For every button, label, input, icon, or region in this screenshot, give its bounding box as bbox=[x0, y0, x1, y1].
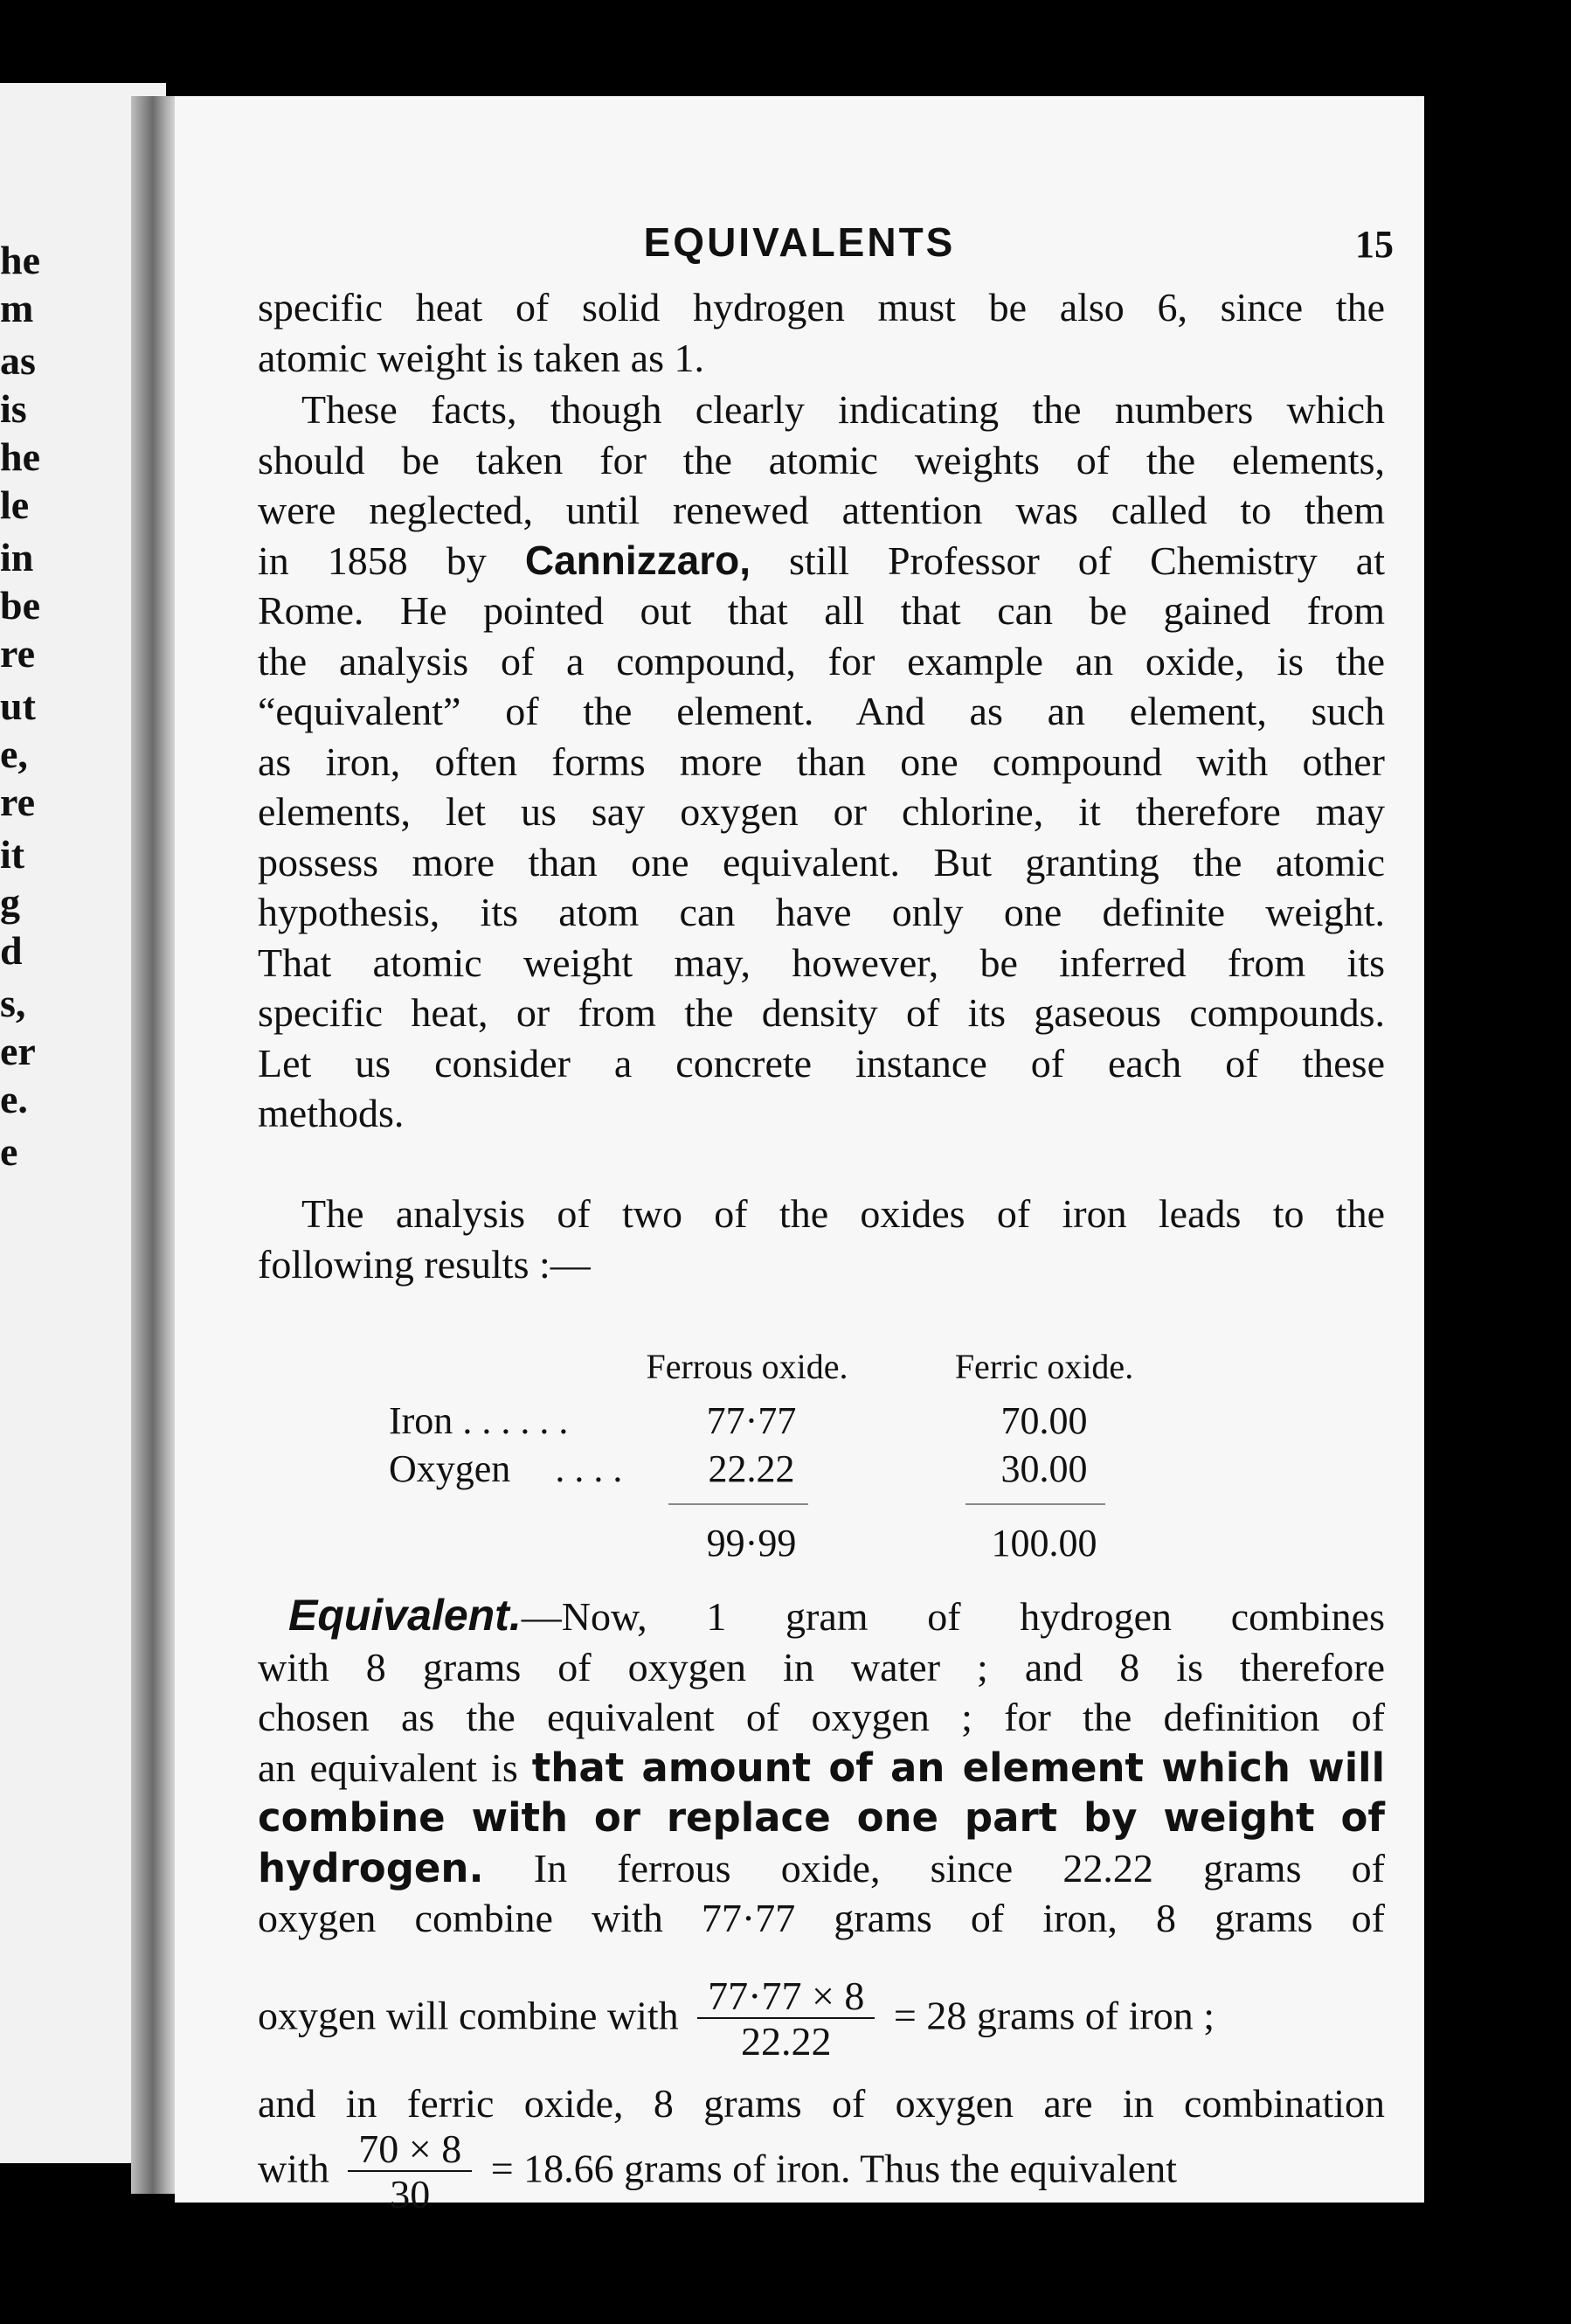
fraction bbox=[697, 1975, 875, 2064]
person-name: Cannizzaro, bbox=[524, 537, 751, 583]
text-line: The analysis of two of the oxides of iron leads to the bbox=[301, 1191, 1385, 1236]
left-page-fragment: e, bbox=[0, 732, 28, 776]
equivalent-section bbox=[258, 1591, 1385, 1944]
left-page-fragment: ut bbox=[0, 683, 36, 728]
oxide-analysis-table bbox=[389, 1346, 1245, 1573]
left-page-fragment: he bbox=[0, 238, 40, 282]
column-header-ferrous: Ferrous oxide. bbox=[646, 1347, 848, 1386]
leader-dots: . . . . bbox=[555, 1447, 623, 1490]
left-page-fragment: re bbox=[0, 631, 36, 676]
text-run: = 28 grams of iron ; bbox=[893, 1993, 1215, 2038]
text-line: methods. bbox=[258, 1091, 405, 1135]
text-line bbox=[258, 1743, 1385, 1793]
text-line: possess more than one equivalent. But granting the atomic bbox=[258, 839, 1385, 885]
text-line: the analysis of a compound, for example an oxide, is the bbox=[258, 638, 1385, 683]
left-page-fragment: g bbox=[0, 880, 20, 925]
text-line: oxygen combine with 77·77 grams of iron, 8 grams of bbox=[258, 1896, 1385, 1940]
text-line: with 8 grams of oxygen in water ; and 8 is therefore bbox=[258, 1644, 1385, 1689]
page-number: 15 bbox=[1355, 223, 1394, 266]
table-total: 99·99 bbox=[706, 1522, 797, 1564]
left-page-fragment: le bbox=[0, 482, 30, 527]
text-run: In ferrous oxide, since 22.22 grams of bbox=[533, 1845, 1385, 1890]
text-line: “equivalent” of the element. And as an element, such bbox=[258, 689, 1385, 733]
text-line: Let us consider a concrete instance of each of these bbox=[258, 1040, 1385, 1086]
text-line bbox=[258, 536, 1385, 586]
left-page-fragment: e. bbox=[0, 1077, 28, 1121]
text-line: following results :— bbox=[258, 1241, 591, 1287]
text-line: specific heat of solid hydrogen must be also 6, since the bbox=[258, 285, 1385, 330]
paragraph-2 bbox=[258, 385, 1385, 1139]
left-page-fragment: s, bbox=[0, 981, 26, 1025]
left-page-fragment: e bbox=[0, 1129, 18, 1174]
definition-text: combine with or replace one part by weight of bbox=[258, 1794, 1385, 1841]
book-spine bbox=[131, 96, 179, 2194]
paragraph-1 bbox=[258, 282, 1385, 383]
text-line: elements, let us say oxygen or chlorine, it therefore may bbox=[258, 789, 1385, 834]
left-page-fragment: m bbox=[0, 286, 34, 330]
text-run: = 18.66 grams of iron. Thus the equivalent bbox=[490, 2146, 1177, 2191]
text-run: still Professor of Chemistry at bbox=[789, 538, 1386, 583]
table-cell: 70.00 bbox=[1000, 1399, 1088, 1442]
text-line: hypothesis, its atom can have only one definite weight. bbox=[258, 890, 1385, 934]
text-line: should be taken for the atomic weights of the elements, bbox=[258, 437, 1385, 482]
formula-line-1 bbox=[258, 1975, 1385, 2064]
fraction-numerator: 70 × 8 bbox=[348, 2128, 472, 2172]
text-line bbox=[258, 1843, 1385, 1894]
text-run: with bbox=[258, 2146, 329, 2191]
text-line: atomic weight is taken as 1. bbox=[258, 335, 704, 380]
row-label-iron: Iron bbox=[389, 1399, 453, 1442]
text-line: Rome. He pointed out that all that can be gained from bbox=[258, 588, 1385, 633]
text-line: That atomic weight may, however, be inferred from its bbox=[258, 940, 1385, 985]
table-total: 100.00 bbox=[991, 1522, 1097, 1564]
table-row-label bbox=[389, 1398, 568, 1443]
table-cell: 30.00 bbox=[1000, 1447, 1088, 1490]
definition-text: hydrogen. bbox=[258, 1844, 484, 1891]
text-line: and in ferric oxide, 8 grams of oxygen are in combination bbox=[258, 2081, 1385, 2126]
left-page-fragment: re bbox=[0, 780, 36, 824]
text-line: specific heat, or from the density of its gaseous compounds. bbox=[258, 990, 1385, 1035]
text-run: —Now, 1 gram of hydrogen combines bbox=[521, 1594, 1385, 1639]
text-line: chosen as the equivalent of oxygen ; for the definition of bbox=[258, 1695, 1385, 1739]
running-head: EQUIVALENTS bbox=[643, 219, 956, 265]
left-page-fragment: d bbox=[0, 928, 23, 973]
text-line: These facts, though clearly indicating the numbers which bbox=[301, 387, 1385, 432]
paragraph-3 bbox=[258, 1189, 1385, 1289]
left-page-fragment: in bbox=[0, 535, 34, 579]
fraction bbox=[348, 2128, 472, 2217]
row-label-oxygen: Oxygen bbox=[389, 1447, 511, 1490]
fraction-denominator: 30 bbox=[390, 2172, 431, 2216]
sum-rule bbox=[965, 1503, 1105, 1505]
text-line: were neglected, until renewed attention was called to them bbox=[258, 488, 1385, 532]
left-page-fragment: as bbox=[0, 338, 36, 383]
leader-dots: . . . . . . bbox=[462, 1399, 569, 1442]
text-line: as iron, often forms more than one compound with other bbox=[258, 739, 1385, 784]
formula-line-2 bbox=[258, 2128, 1385, 2217]
text-paragraph bbox=[258, 2078, 1385, 2129]
table-cell: 77·77 bbox=[706, 1399, 797, 1442]
section-heading: Equivalent. bbox=[288, 1591, 522, 1640]
fraction-numerator: 77·77 × 8 bbox=[697, 1975, 875, 2019]
sum-rule bbox=[668, 1503, 808, 1505]
table-row-label bbox=[389, 1446, 622, 1491]
text-run: an equivalent is bbox=[258, 1745, 518, 1790]
table-cell: 22.22 bbox=[708, 1447, 795, 1490]
text-run: oxygen will combine with bbox=[258, 1993, 679, 2038]
left-page-fragment: be bbox=[0, 583, 40, 628]
left-page-fragment: it bbox=[0, 832, 25, 877]
left-page-fragment: he bbox=[0, 434, 40, 479]
fraction-denominator: 22.22 bbox=[741, 2019, 832, 2064]
definition-text: that amount of an element which will bbox=[531, 1744, 1386, 1791]
text-run: in 1858 by bbox=[258, 538, 487, 583]
text-line bbox=[258, 1591, 1385, 1642]
column-header-ferric: Ferric oxide. bbox=[954, 1347, 1134, 1386]
left-page-fragment: is bbox=[0, 386, 27, 431]
left-page-fragment: er bbox=[0, 1029, 36, 1073]
book-page bbox=[175, 96, 1424, 2216]
